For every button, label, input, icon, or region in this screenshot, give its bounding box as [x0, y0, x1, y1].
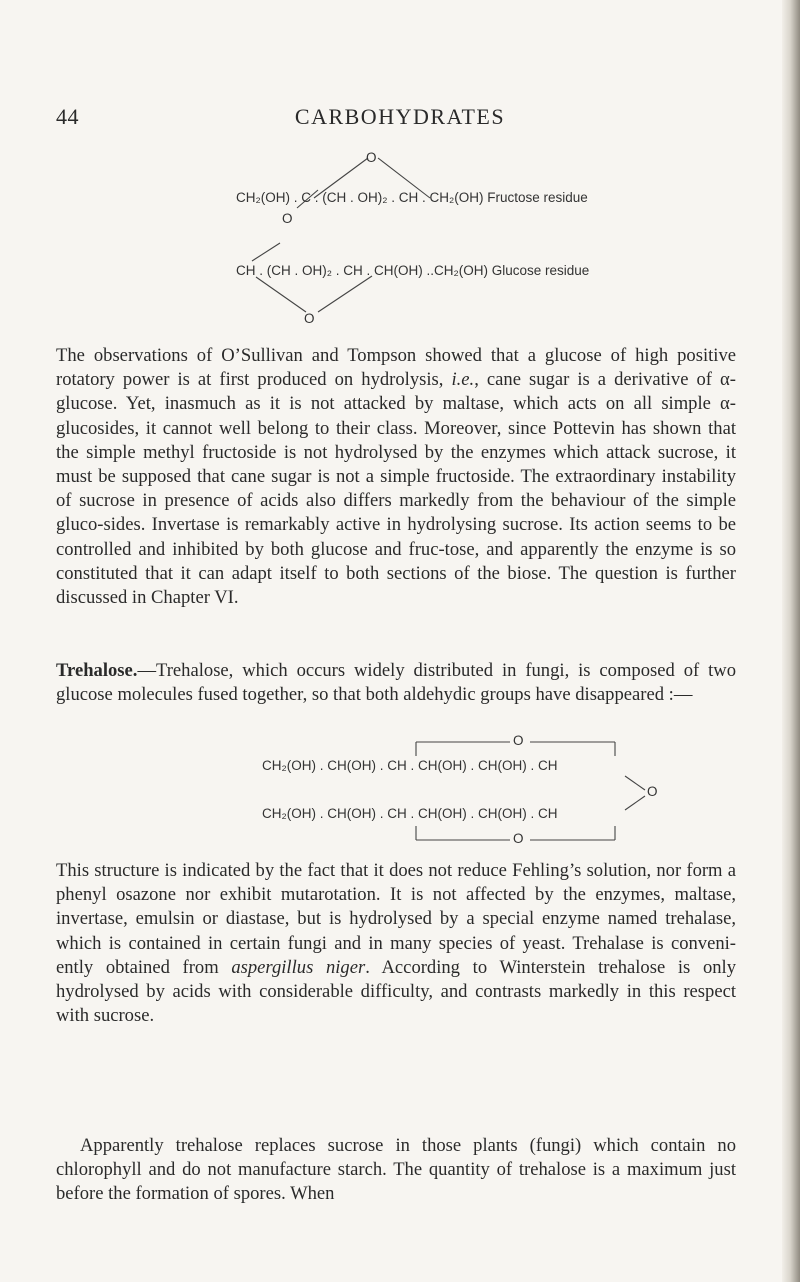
trehalose-line-upper: CH₂(OH) . CH(OH) . CH . CH(OH) . CH(OH) . CH — [262, 758, 558, 773]
sucrose-bond-lines — [0, 150, 800, 330]
page-number: 44 — [56, 104, 79, 129]
sucrose-line-glucose: CH . (CH . OH)₂ . CH . CH(OH) ..CH₂(OH) Glucose residue — [236, 263, 590, 278]
page-header — [0, 104, 800, 136]
sucrose-lower-oxygen: O — [304, 311, 315, 326]
sucrose-formula — [0, 150, 800, 330]
sucrose-bridge-oxygen: O — [282, 211, 293, 226]
trehalose-bottom-oxygen: O — [513, 831, 524, 846]
paragraph-trehalose-intro — [56, 659, 736, 707]
trehalose-top-oxygen: O — [513, 733, 524, 748]
running-head: CARBOHYDRATES — [294, 104, 506, 129]
paragraph-trehalose-structure: This structure is indicated by the fact that it does not reduce Fehling’s solution, nor form a phenyl osazone nor exhibit mutarotation. It is not affected by the enzymes, maltase, invertase, emulsin or diastase, but is hydrolysed by a special enzyme named trehalase, which is contained in certain fungi and in many species of yeast. Trehalase is conveni-ently obtained from aspergillus niger. According to Winterstein trehalose is only hydrolysed by acids with considerable difficulty, and contrasts markedly in this respect with sucrose. — [56, 860, 736, 1027]
trehalose-side-oxygen: O — [647, 784, 658, 799]
trehalose-bond-lines — [0, 732, 800, 848]
sucrose-ring-oxygen: O — [366, 150, 377, 165]
paragraph-trehalose-plants: Apparently trehalose replaces sucrose in those plants (fungi) which contain no chlorophyll and do not manufacture starch. The quantity of trehalose is a maximum just before the formation of spores. When — [56, 1135, 736, 1205]
sucrose-line-fructose: CH₂(OH) . C . (CH . OH)₂ . CH . CH₂(OH) Fructose residue — [236, 190, 588, 205]
trehalose-heading: Trehalose. — [56, 660, 138, 681]
paragraph-sucrose-observations: The observations of O’Sullivan and Tompson showed that a glucose of high positive rotatory power is at first produced on hydrolysis, i.e., cane sugar is a derivative of α-glucose. Yet, inasmuch as it is not attacked by maltase, which acts on all simple α-glucosides, it cannot well belong to their class. Moreover, since Pottevin has shown that the simple methyl fructoside is not hydrolysed by the enzymes which attack sucrose, it must be supposed that cane sugar is not a simple fructoside. The extraordinary instability of sucrose in presence of acids also differs markedly from the behaviour of the simple gluco-sides. Invertase is remarkably active in hydrolysing sucrose. Its action seems to be controlled and inhibited by both glucose and fruc-tose, and apparently the enzyme is so constituted that it can adapt itself to both sections of the biose. The question is further discussed in Chapter VI. — [56, 345, 736, 609]
trehalose-formula — [0, 732, 800, 848]
trehalose-line-lower: CH₂(OH) . CH(OH) . CH . CH(OH) . CH(OH) . CH — [262, 806, 558, 821]
trehalose-intro-text: —Trehalose, which occurs widely distributed in fungi, is composed of two glucose molecules fused together, so that both aldehydic groups have disappeared :— — [56, 660, 736, 706]
